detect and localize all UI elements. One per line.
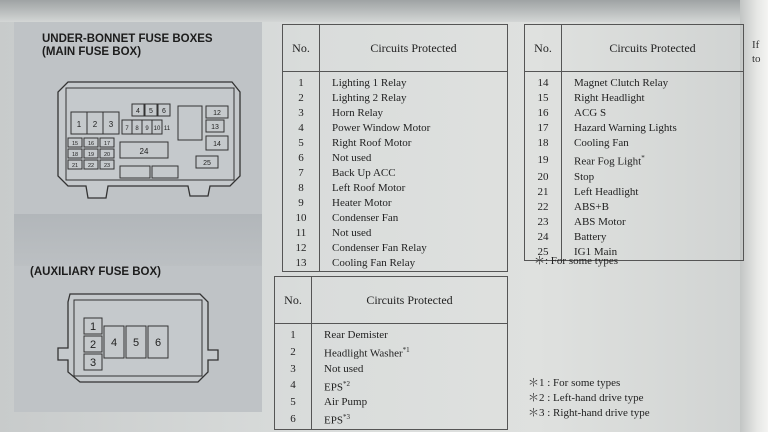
footnote-marker: *1 (402, 346, 410, 354)
auxiliary-fuse-box-diagram (40, 290, 220, 390)
circuit-protected (312, 324, 508, 344)
circuit-protected (562, 185, 744, 200)
circuit-name: Back Up ACC (332, 167, 396, 179)
faded-text-area (14, 214, 262, 266)
fuse-label: 1 (89, 321, 97, 333)
fuse-number: 14 (525, 72, 562, 92)
fuse-label: 5 (149, 108, 153, 115)
circuit-name: Heater Motor (332, 197, 392, 209)
table-row (283, 72, 508, 92)
fuse-label: 19 (87, 152, 95, 158)
circuit-protected (320, 151, 508, 166)
footnote: ＊2 : Left-hand drive type (528, 392, 644, 404)
header-circuits: Circuits Protected (312, 277, 508, 324)
circuit-protected (320, 166, 508, 181)
table-row (525, 230, 744, 245)
circuit-protected (320, 72, 508, 92)
circuit-protected (320, 226, 508, 241)
table-row (283, 121, 508, 136)
fuse-number: 8 (283, 181, 320, 196)
fuse-number: 11 (283, 226, 320, 241)
circuit-name: Cooling Fan (574, 137, 629, 149)
table-row (283, 226, 508, 241)
circuit-name: Lighting 2 Relay (332, 92, 407, 104)
main-fuse-box-diagram (40, 76, 250, 208)
fuse-number: 16 (525, 106, 562, 121)
circuit-name: Rear Demister (324, 329, 388, 341)
fuse-label: 17 (103, 141, 111, 147)
circuit-name: Rear Fog Light (574, 155, 642, 168)
circuit-name: Left Roof Motor (332, 182, 406, 194)
auxiliary-fuse-box-title: (AUXILIARY FUSE BOX) (30, 266, 161, 278)
circuit-protected (320, 91, 508, 106)
circuit-name: Left Headlight (574, 185, 639, 198)
table-row (283, 256, 508, 272)
main-fuse-table-1 (282, 24, 508, 272)
fuse-number: 1 (275, 324, 312, 344)
fuse-number: 23 (525, 215, 562, 230)
circuit-name: ACG S (574, 107, 607, 119)
circuit-protected (312, 410, 508, 429)
fuse-number: 1 (283, 72, 320, 92)
fuse-number: 24 (525, 230, 562, 245)
circuit-name: Not used (332, 152, 372, 164)
table-row (283, 181, 508, 196)
fuse-number: 6 (283, 151, 320, 166)
fuse-label: 6 (154, 337, 162, 349)
table-row (275, 410, 508, 429)
fuse-number: 21 (525, 185, 562, 200)
circuit-name: Hazard Warning Lights (574, 122, 677, 134)
fuse-number: 4 (275, 377, 312, 396)
table-row (283, 166, 508, 181)
circuit-protected (562, 136, 744, 151)
circuit-protected (312, 343, 508, 362)
table-header (525, 25, 744, 72)
circuit-name: Cooling Fan Relay (332, 257, 416, 269)
circuit-protected (562, 91, 744, 106)
header-no: No. (525, 25, 562, 72)
fuse-number: 4 (283, 121, 320, 136)
fuse-number: 19 (525, 151, 562, 170)
table-row (283, 106, 508, 121)
table-row (275, 343, 508, 362)
fuse-label: 3 (108, 120, 114, 129)
circuit-protected (562, 170, 744, 185)
table-row (525, 72, 744, 92)
footnote: ＊3 : Right-hand drive type (528, 407, 650, 419)
circuit-name: Condenser Fan (332, 212, 399, 224)
fuse-number: 12 (283, 241, 320, 256)
fuse-number: 18 (525, 136, 562, 151)
circuit-name: Stop (574, 170, 595, 183)
fuse-label: 3 (89, 357, 97, 369)
table-row (525, 91, 744, 106)
table-header (283, 25, 508, 72)
footnotes (528, 376, 650, 421)
circuit-protected (320, 256, 508, 272)
fuse-number: 20 (525, 170, 562, 185)
fuse-label: 21 (71, 163, 79, 169)
circuit-protected (320, 121, 508, 136)
next-page-text: If to (752, 39, 761, 65)
table-row (283, 91, 508, 106)
fuse-label: 2 (89, 339, 97, 351)
table-row (275, 362, 508, 377)
footnote-marker: *3 (342, 413, 350, 422)
table-row (525, 151, 744, 170)
circuit-name: IG1 Main (574, 245, 618, 258)
table-row (525, 121, 744, 136)
fuse-label: 10 (153, 126, 161, 132)
fuse-label: 16 (87, 141, 95, 147)
table-row (283, 151, 508, 166)
table-row (275, 395, 508, 410)
table-row (283, 136, 508, 151)
circuit-name: EPS (324, 381, 343, 394)
circuit-protected (320, 136, 508, 151)
fuse-label: 8 (135, 126, 139, 132)
circuit-protected (562, 230, 744, 245)
fuse-label: 13 (211, 124, 219, 131)
fuse-number: 9 (283, 196, 320, 211)
table-header (275, 277, 508, 324)
circuit-name: Air Pump (324, 396, 368, 409)
fuse-number: 15 (525, 91, 562, 106)
circuit-protected (562, 106, 744, 121)
footnote: ＊1 : For some types (528, 377, 621, 389)
circuit-name: ABS+B (574, 200, 609, 213)
circuit-name: EPS (324, 414, 343, 427)
fuse-number: 6 (275, 410, 312, 429)
fuse-number: 13 (283, 256, 320, 272)
fuse-number: 22 (525, 200, 562, 215)
circuit-protected (562, 215, 744, 230)
table-row (283, 211, 508, 226)
fuse-label: 9 (145, 126, 149, 132)
fuse-label: 6 (162, 108, 166, 115)
circuit-name: Magnet Clutch Relay (574, 77, 669, 89)
table-row (525, 215, 744, 230)
circuit-protected (312, 362, 508, 377)
table-2-footnote: ＊: For some types (534, 255, 619, 267)
fuse-number: 5 (283, 136, 320, 151)
fuse-label: 18 (71, 152, 79, 158)
fuse-label: 14 (213, 141, 221, 148)
fuse-label: 2 (92, 120, 98, 129)
fuse-label: 20 (103, 152, 111, 158)
fuse-label: 1 (76, 120, 82, 129)
circuit-protected (312, 395, 508, 410)
fuse-label: 22 (87, 163, 95, 169)
circuit-protected (320, 181, 508, 196)
circuit-name: Not used (332, 227, 372, 239)
footnote-marker: *2 (342, 379, 350, 388)
circuit-protected (320, 196, 508, 211)
fuse-number: 5 (275, 395, 312, 410)
circuit-name: Power Window Motor (332, 122, 431, 134)
fuse-number: 2 (283, 91, 320, 106)
circuit-name: Right Roof Motor (332, 137, 412, 149)
fuse-number: 7 (283, 166, 320, 181)
fuse-number: 3 (283, 106, 320, 121)
fuse-number: 2 (275, 343, 312, 362)
fuse-label: 4 (110, 337, 118, 349)
table-row (525, 106, 744, 121)
footnote-marker: * (641, 154, 645, 162)
circuit-name: ABS Motor (574, 215, 626, 228)
table-row (525, 136, 744, 151)
main-fuse-table-2 (524, 24, 744, 261)
auxiliary-fuse-table (274, 276, 508, 430)
circuit-protected (320, 211, 508, 226)
table-row (283, 241, 508, 256)
fuse-number: 3 (275, 362, 312, 377)
fuse-number: 10 (283, 211, 320, 226)
header-no: No. (283, 25, 320, 72)
fuse-label: 11 (163, 126, 171, 132)
circuit-protected (562, 72, 744, 92)
header-circuits: Circuits Protected (562, 25, 744, 72)
circuit-protected (320, 241, 508, 256)
circuit-protected (320, 106, 508, 121)
main-fuse-box-title: UNDER-BONNET FUSE BOXES (MAIN FUSE BOX) (42, 33, 213, 58)
circuit-name: Battery (574, 230, 607, 243)
circuit-protected (562, 200, 744, 215)
circuit-name: Horn Relay (332, 107, 384, 119)
header-circuits: Circuits Protected (320, 25, 508, 72)
fuse-label: 23 (103, 163, 111, 169)
circuit-name: Not used (324, 362, 364, 375)
fuse-label: 5 (132, 337, 140, 349)
fuse-label: 7 (125, 126, 129, 132)
fuse-label: 15 (71, 141, 79, 147)
fuse-label: 4 (136, 108, 140, 115)
circuit-name: Condenser Fan Relay (332, 242, 427, 254)
header-no: No. (275, 277, 312, 324)
table-row (275, 324, 508, 344)
fuse-label: 25 (203, 160, 211, 167)
fuse-number: 17 (525, 121, 562, 136)
table-row (525, 185, 744, 200)
fuse-number: 25 (525, 245, 562, 261)
circuit-name: Right Headlight (574, 92, 645, 104)
circuit-protected (562, 121, 744, 136)
table-row (525, 170, 744, 185)
fuse-label: 24 (139, 147, 149, 156)
table-row (525, 200, 744, 215)
circuit-protected (562, 151, 744, 170)
circuit-name: Headlight Washer (324, 347, 403, 360)
fuse-label: 12 (213, 110, 221, 117)
circuit-protected (312, 377, 508, 396)
circuit-name: Lighting 1 Relay (332, 77, 407, 89)
table-row (283, 196, 508, 211)
table-row (275, 377, 508, 396)
